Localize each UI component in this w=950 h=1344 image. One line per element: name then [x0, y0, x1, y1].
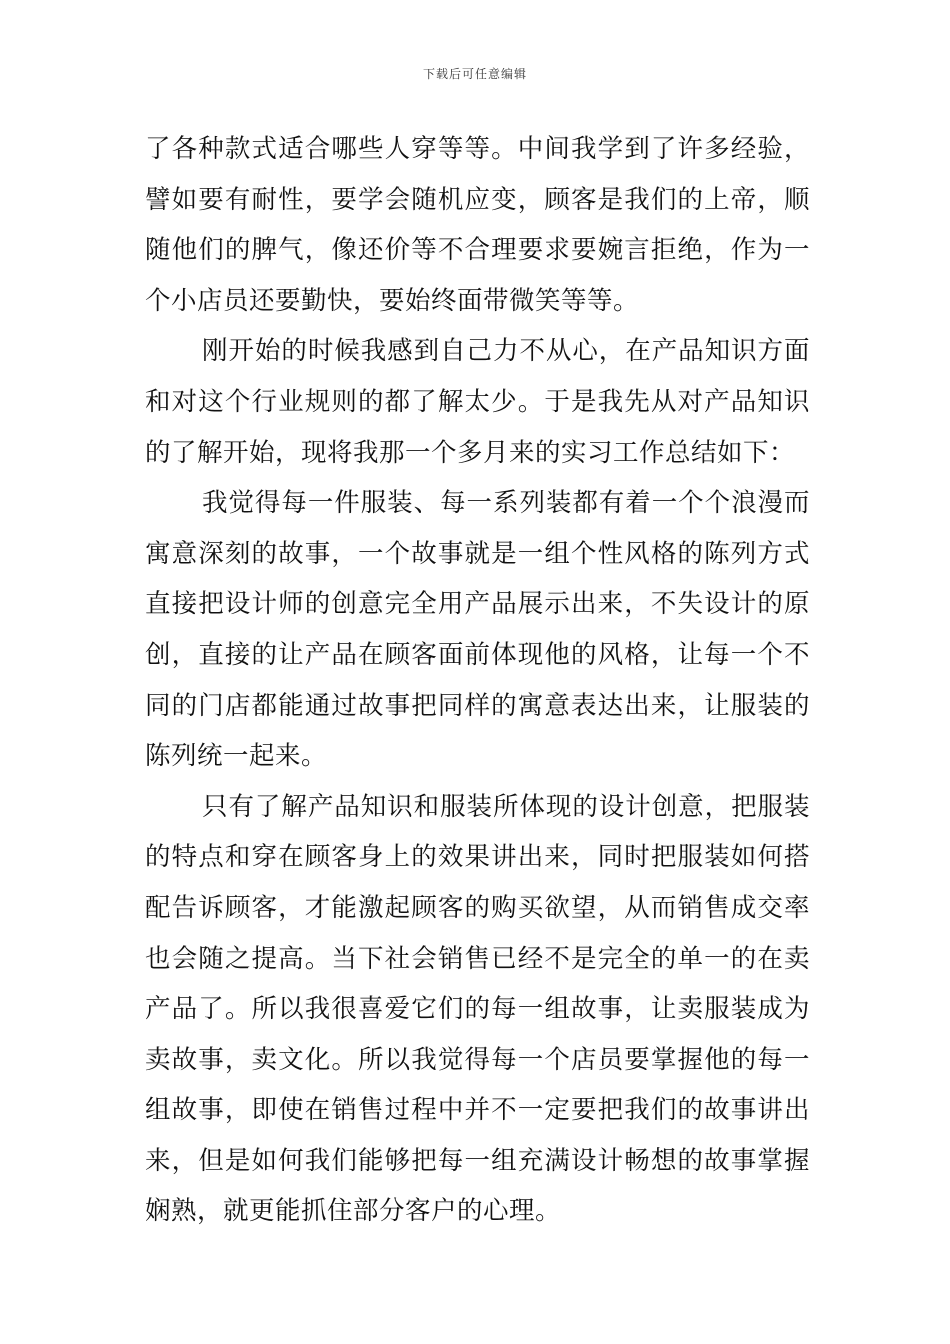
text-line: 譬如要有耐性，要学会随机应变，顾客是我们的上帝，顺 [145, 184, 810, 215]
text-line: 也会随之提高。当下社会销售已经不是完全的单一的在卖 [145, 943, 810, 974]
text-line: 只有了解产品知识和服装所体现的设计创意，把服装 [202, 791, 810, 822]
text-line: 配告诉顾客，才能激起顾客的购买欲望，从而销售成交率 [145, 892, 810, 923]
paragraph [145, 782, 810, 1237]
text-line: 随他们的脾气，像还价等不合理要求要婉言拒绝，作为一 [145, 235, 810, 266]
page-header-note: 下载后可任意编辑 [422, 67, 527, 81]
paragraph [145, 478, 810, 782]
text-line: 产品了。所以我很喜爱它们的每一组故事，让卖服装成为 [145, 994, 810, 1025]
text-line: 组故事，即使在销售过程中并不一定要把我们的故事讲出 [145, 1095, 810, 1126]
text-line: 来，但是如何我们能够把每一组充满设计畅想的故事掌握 [145, 1145, 810, 1176]
paragraph [145, 326, 810, 478]
document-body [145, 124, 810, 1237]
text-line: 直接把设计师的创意完全用产品展示出来，不失设计的原 [145, 589, 810, 620]
text-line: 娴熟，就更能抓住部分客户的心理。 [145, 1196, 562, 1227]
text-line: 刚开始的时候我感到自己力不从心，在产品知识方面 [202, 336, 810, 367]
text-line: 个小店员还要勤快，要始终面带微笑等等。 [145, 285, 640, 316]
text-line: 我觉得每一件服装、每一系列装都有着一个个浪漫而 [202, 488, 810, 519]
text-line: 同的门店都能通过故事把同样的寓意表达出来，让服装的 [145, 690, 810, 721]
text-line: 的特点和穿在顾客身上的效果讲出来，同时把服装如何搭 [145, 842, 810, 873]
text-line: 卖故事，卖文化。所以我觉得每一个店员要掌握他的每一 [145, 1044, 810, 1075]
text-line: 陈列统一起来。 [145, 741, 328, 772]
text-line: 创，直接的让产品在顾客面前体现他的风格，让每一个不 [145, 639, 810, 670]
text-line: 寓意深刻的故事，一个故事就是一组个性风格的陈列方式 [145, 538, 810, 569]
text-line: 了各种款式适合哪些人穿等等。中间我学到了许多经验， [145, 134, 810, 164]
paragraph [145, 124, 810, 326]
text-line: 和对这个行业规则的都了解太少。于是我先从对产品知识 [145, 386, 810, 417]
text-line: 的了解开始，现将我那一个多月来的实习工作总结如下： [145, 437, 796, 468]
